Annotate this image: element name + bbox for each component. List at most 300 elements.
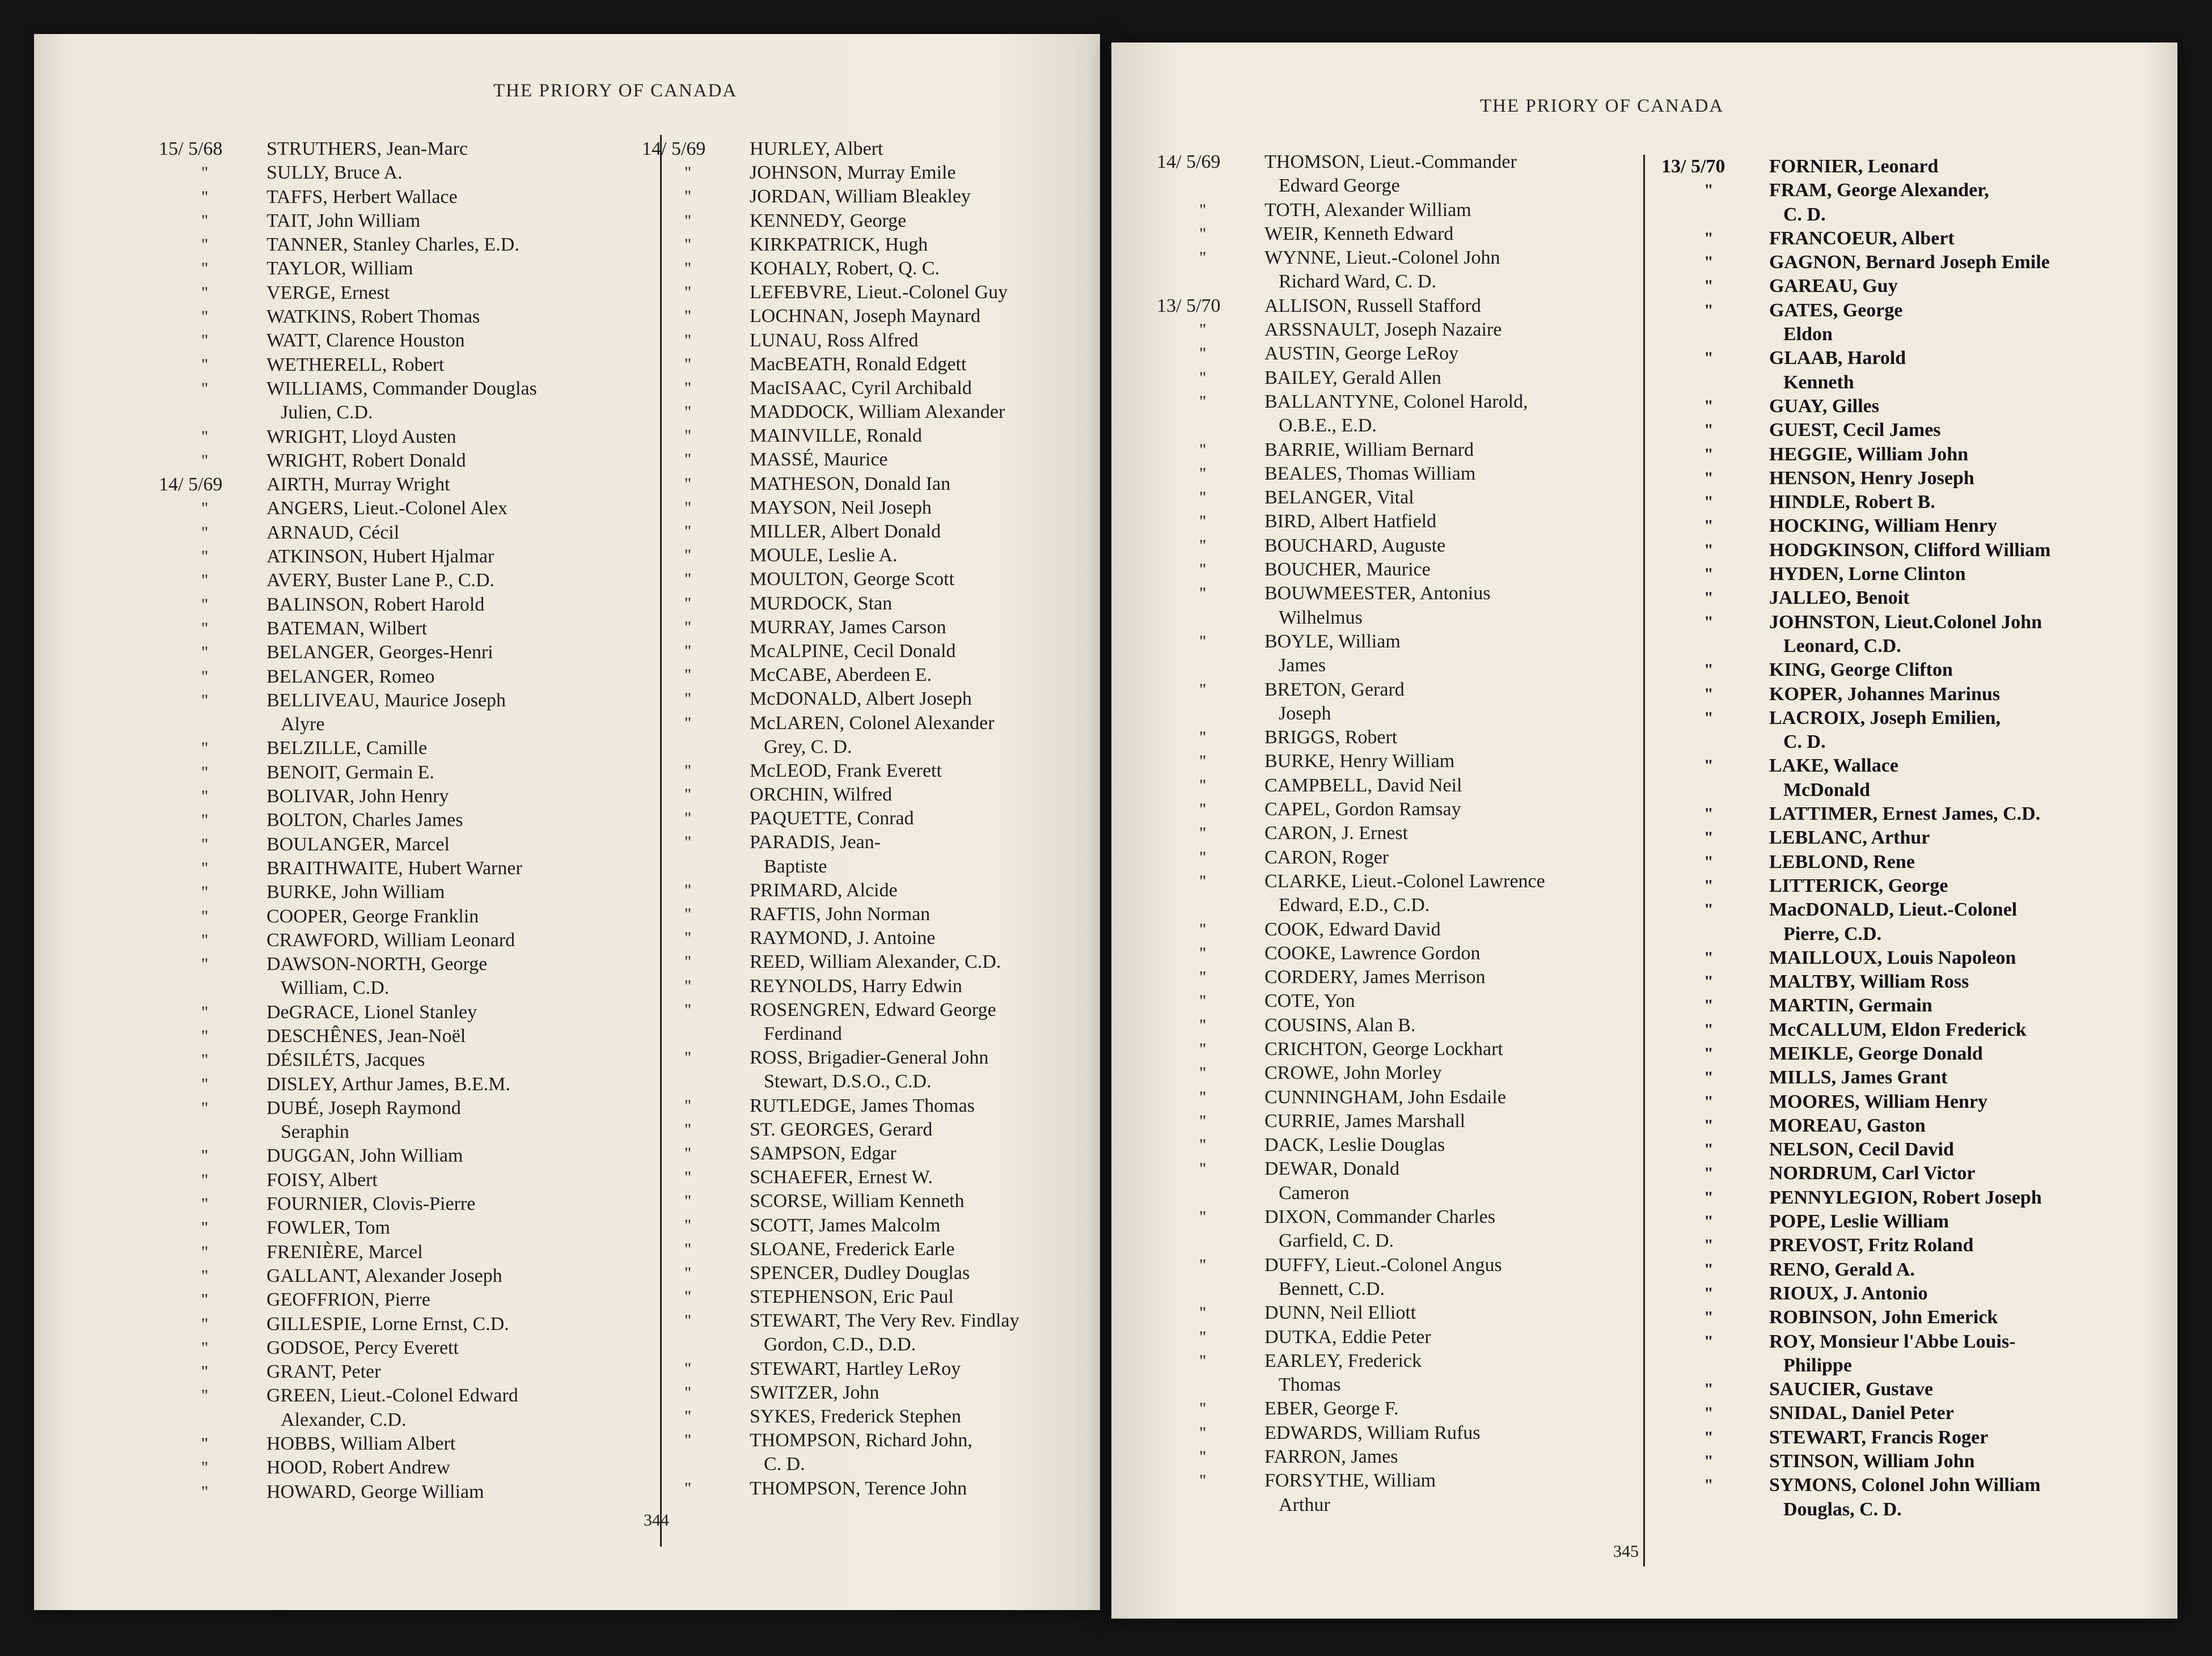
list-item xyxy=(642,663,1141,687)
entry-date: " xyxy=(201,211,209,230)
list-item xyxy=(1661,418,2160,442)
entry-date: " xyxy=(201,835,209,854)
entry-name: FOISY, Albert xyxy=(267,1169,378,1191)
list-item xyxy=(1157,582,1656,630)
list-item xyxy=(159,665,658,689)
entry-date: " xyxy=(201,1386,209,1405)
entry-date: " xyxy=(201,163,209,183)
entry-date: " xyxy=(684,1048,692,1068)
list-item xyxy=(1157,486,1656,510)
list-item xyxy=(1661,898,2160,946)
list-item xyxy=(159,497,658,520)
entry-date: " xyxy=(1199,1159,1207,1179)
entry-name: SCORSE, William Kenneth xyxy=(750,1191,965,1212)
entry-date: " xyxy=(1199,632,1207,651)
entry-name: CROWE, John Morley xyxy=(1264,1062,1442,1084)
list-item xyxy=(159,1096,658,1145)
entry-name: ATKINSON, Hubert Hjalmar xyxy=(267,546,494,567)
entry-name: PARADIS, Jean- xyxy=(750,832,881,853)
page-header: THE PRIORY OF CANADA xyxy=(1480,96,1724,116)
entry-date: " xyxy=(684,1096,692,1115)
list-item xyxy=(159,1168,658,1192)
entry-name: McDONALD, Albert Joseph xyxy=(750,688,972,710)
list-item xyxy=(1157,918,1656,942)
list-item xyxy=(642,161,1141,185)
entry-date: " xyxy=(684,761,692,780)
entry-name: DUGGAN, John William xyxy=(267,1145,463,1167)
entry-name: BOLIVAR, John Henry xyxy=(267,786,449,807)
list-item xyxy=(1661,802,2160,826)
entry-name: MATHESON, Donald Ian xyxy=(750,473,951,494)
entry-name: JORDAN, William Bleakley xyxy=(750,186,971,207)
entry-name: RIOUX, J. Antonio xyxy=(1769,1282,1928,1304)
entry-name: KOPER, Johannes Marinus xyxy=(1769,683,2000,705)
entry-date: " xyxy=(1199,824,1207,843)
entry-name: KENNEDY, George xyxy=(750,210,907,231)
entry-date: " xyxy=(1199,920,1207,939)
entry-name-continuation: Stewart, D.S.O., C.D. xyxy=(764,1071,932,1092)
entry-name: DUBÉ, Joseph Raymond xyxy=(267,1097,461,1119)
entry-date: " xyxy=(1199,1136,1207,1155)
list-item xyxy=(1157,726,1656,749)
page-number: 345 xyxy=(1613,1542,1639,1561)
entry-name: THOMPSON, Richard John, xyxy=(750,1430,972,1451)
right-page xyxy=(1111,43,2177,1619)
entry-name: JOHNSON, Murray Emile xyxy=(750,162,956,184)
entry-date: " xyxy=(201,763,209,782)
list-item xyxy=(159,1360,658,1384)
entry-date: " xyxy=(1199,536,1207,555)
entry-name: DÉSILÉTS, Jacques xyxy=(267,1049,425,1071)
list-item xyxy=(159,1336,658,1360)
list-item xyxy=(159,617,658,641)
list-item xyxy=(159,281,658,305)
entry-name: GAGNON, Bernard Joseph Emile xyxy=(1769,252,2050,273)
entry-name: WATT, Clarence Houston xyxy=(267,330,465,351)
entry-name: LITTERICK, George xyxy=(1769,875,1948,896)
list-item xyxy=(1661,826,2160,850)
list-item xyxy=(1157,989,1656,1013)
entry-date: " xyxy=(684,378,692,397)
list-item xyxy=(1661,1090,2160,1114)
list-item xyxy=(1157,846,1656,870)
entry-name: SYKES, Frederick Stephen xyxy=(750,1406,962,1428)
list-item xyxy=(1661,227,2160,251)
entry-date: " xyxy=(1704,1116,1714,1135)
list-item xyxy=(1661,1473,2160,1522)
list-item xyxy=(159,1432,658,1456)
list-item xyxy=(1157,462,1656,486)
entry-date: 15/ 5/68 xyxy=(159,138,223,159)
entry-name: GREEN, Lieut.-Colonel Edward xyxy=(267,1385,518,1407)
entry-name: PAQUETTE, Conrad xyxy=(750,808,914,829)
list-item xyxy=(159,761,658,785)
entry-date: " xyxy=(1199,968,1207,987)
list-item xyxy=(159,473,658,497)
entry-name: BAILEY, Gerald Allen xyxy=(1264,367,1441,388)
entry-name: GATES, George xyxy=(1769,299,1903,321)
entry-name: HOBBS, William Albert xyxy=(267,1433,456,1455)
list-item xyxy=(159,689,658,737)
entry-name: GEOFFRION, Pierre xyxy=(267,1289,430,1311)
entry-date: " xyxy=(684,354,692,374)
entry-date: " xyxy=(1704,828,1714,848)
list-item xyxy=(159,1048,658,1072)
list-item xyxy=(642,879,1141,903)
list-item xyxy=(159,377,658,425)
entry-date: " xyxy=(1199,1327,1207,1346)
list-item xyxy=(1157,965,1656,989)
entry-date: " xyxy=(1704,349,1714,368)
entry-date: " xyxy=(1704,1428,1714,1447)
entry-date: 14/ 5/69 xyxy=(1157,151,1221,172)
list-item xyxy=(1661,346,2160,395)
list-item xyxy=(1661,1138,2160,1162)
entry-date: 13/ 5/70 xyxy=(1157,295,1221,316)
entry-date: " xyxy=(684,1215,692,1235)
list-item xyxy=(1157,630,1656,678)
entry-name: CLARKE, Lieut.-Colonel Lawrence xyxy=(1264,870,1545,892)
entry-name: ORCHIN, Wilfred xyxy=(750,784,893,806)
entry-name: ST. GEORGES, Gerard xyxy=(750,1119,933,1140)
list-item xyxy=(1157,749,1656,773)
entry-name: DEWAR, Donald xyxy=(1264,1158,1399,1180)
entry-date: " xyxy=(1704,1188,1714,1207)
entry-date: " xyxy=(684,498,692,517)
list-item xyxy=(159,857,658,880)
entry-name: COOPER, George Franklin xyxy=(267,905,479,927)
entry-date: " xyxy=(201,930,209,950)
list-item xyxy=(642,711,1141,759)
entry-name-continuation: Ferdinand xyxy=(764,1023,842,1044)
entry-name: ALLISON, Russell Stafford xyxy=(1264,295,1481,316)
entry-name: DeGRACE, Lionel Stanley xyxy=(267,1001,477,1023)
entry-date: " xyxy=(201,1482,209,1501)
list-item xyxy=(1661,1162,2160,1185)
entry-name: ROSENGREN, Edward George xyxy=(750,999,996,1020)
list-item xyxy=(1661,850,2160,874)
list-item xyxy=(642,1094,1141,1118)
list-item xyxy=(159,785,658,808)
entry-name: PREVOST, Fritz Roland xyxy=(1769,1235,1974,1256)
entry-name: MEIKLE, George Donald xyxy=(1769,1043,1983,1064)
list-item xyxy=(642,1261,1141,1285)
list-item xyxy=(1157,342,1656,366)
entry-date: " xyxy=(684,1287,692,1307)
entry-date: " xyxy=(684,570,692,589)
entry-name: STEPHENSON, Eric Paul xyxy=(750,1286,954,1308)
list-item xyxy=(1661,443,2160,467)
entry-date: " xyxy=(1704,1020,1714,1039)
list-item xyxy=(1661,874,2160,898)
entry-date: " xyxy=(201,1146,209,1166)
entry-date: " xyxy=(684,259,692,278)
entry-date: " xyxy=(1199,1087,1207,1107)
entry-name: WYNNE, Lieut.-Colonel John xyxy=(1264,247,1500,269)
list-item xyxy=(1157,318,1656,342)
entry-date: " xyxy=(1199,584,1207,603)
entry-name: JALLEO, Benoit xyxy=(1769,587,1910,609)
entry-date: " xyxy=(1704,948,1714,967)
entry-date: " xyxy=(684,1407,692,1426)
entry-name: MILLS, James Grant xyxy=(1769,1067,1948,1089)
entry-name: BELANGER, Vital xyxy=(1264,487,1414,509)
entry-name: CURRIE, James Marshall xyxy=(1264,1110,1466,1132)
list-item xyxy=(1157,1205,1656,1253)
entry-name: DUTKA, Eddie Peter xyxy=(1264,1326,1431,1348)
entry-name: CORDERY, James Merrison xyxy=(1264,967,1486,988)
list-item xyxy=(1661,706,2160,755)
list-item xyxy=(1661,490,2160,514)
entry-date: " xyxy=(201,1098,209,1117)
entry-date: " xyxy=(684,880,692,900)
list-item xyxy=(159,329,658,353)
entry-date: " xyxy=(1199,1471,1207,1490)
list-item xyxy=(159,137,658,161)
entry-name: RAYMOND, J. Antoine xyxy=(750,927,936,949)
list-item xyxy=(642,520,1141,544)
list-item xyxy=(642,209,1141,233)
entry-name-continuation: Alexander, C.D. xyxy=(281,1409,407,1430)
entry-name-continuation: Cameron xyxy=(1279,1182,1350,1204)
entry-name: REYNOLDS, Harry Edwin xyxy=(750,975,962,997)
entry-date: " xyxy=(684,1479,692,1498)
list-item xyxy=(642,687,1141,711)
list-item xyxy=(1157,942,1656,965)
entry-date: " xyxy=(1704,588,1714,608)
entry-name: SWITZER, John xyxy=(750,1382,879,1403)
entry-date: 14/ 5/69 xyxy=(159,474,223,495)
entry-name: BATEMAN, Wilbert xyxy=(267,617,428,639)
list-item xyxy=(642,544,1141,567)
entry-name-continuation: Philippe xyxy=(1783,1354,1852,1376)
entry-date: " xyxy=(684,929,692,948)
entry-name: MADDOCK, William Alexander xyxy=(750,401,1005,423)
list-item xyxy=(642,831,1141,878)
entry-name: McCABE, Aberdeen E. xyxy=(750,664,932,686)
entry-date: " xyxy=(201,283,209,302)
entry-date: " xyxy=(1199,1039,1207,1058)
entry-date: " xyxy=(1704,972,1714,992)
entry-name: CAMPBELL, David Neil xyxy=(1264,774,1462,796)
entry-name: HEGGIE, William John xyxy=(1769,443,1969,465)
entry-date: " xyxy=(1704,1404,1714,1423)
entry-name-continuation: Garfield, C. D. xyxy=(1279,1230,1394,1252)
entry-date: " xyxy=(1704,468,1714,488)
entry-date: " xyxy=(684,952,692,972)
list-item xyxy=(1661,539,2160,562)
list-item xyxy=(1157,1014,1656,1037)
entry-date: " xyxy=(684,641,692,660)
entry-date: " xyxy=(684,546,692,565)
entry-name: BELANGER, Romeo xyxy=(267,666,435,687)
list-item xyxy=(159,905,658,929)
entry-date: " xyxy=(201,427,209,446)
list-item xyxy=(1661,1018,2160,1042)
entry-date: " xyxy=(201,1170,209,1189)
list-item xyxy=(1661,467,2160,490)
entry-name: GAREAU, Guy xyxy=(1769,276,1898,297)
list-item xyxy=(642,1429,1141,1476)
entry-name-continuation: Bennett, C.D. xyxy=(1279,1278,1385,1299)
entry-name: MacDONALD, Lieut.-Colonel xyxy=(1769,899,2018,921)
list-item xyxy=(1661,1426,2160,1450)
entry-date: " xyxy=(684,1168,692,1187)
list-item xyxy=(642,783,1141,807)
entry-name: MAINVILLE, Ronald xyxy=(750,425,923,447)
list-item xyxy=(1661,514,2160,538)
list-item xyxy=(1157,774,1656,798)
list-item xyxy=(159,641,658,664)
list-item xyxy=(159,569,658,592)
list-item xyxy=(159,1264,658,1288)
entry-name-continuation: Edward, E.D., C.D. xyxy=(1279,895,1430,916)
entry-date: " xyxy=(684,331,692,350)
entry-name: GUAY, Gilles xyxy=(1769,395,1879,417)
entry-date: " xyxy=(684,666,692,685)
entry-date: " xyxy=(201,907,209,926)
entry-name: GODSOE, Percy Everett xyxy=(267,1337,459,1358)
entry-name-continuation: Kenneth xyxy=(1783,371,1854,393)
list-item xyxy=(1661,274,2160,298)
entry-date: " xyxy=(201,1195,209,1214)
entry-date: " xyxy=(684,474,692,493)
list-item xyxy=(1661,1401,2160,1425)
entry-name: SAUCIER, Gustave xyxy=(1769,1379,1934,1400)
entry-name-continuation: Eldon xyxy=(1783,324,1833,345)
entry-date: " xyxy=(1704,1092,1714,1111)
list-item xyxy=(159,449,658,473)
entry-date: " xyxy=(684,1192,692,1211)
entry-name: MILLER, Albert Donald xyxy=(750,521,941,542)
entry-date: " xyxy=(684,1359,692,1378)
list-item xyxy=(159,425,658,449)
entry-name-continuation: Alyre xyxy=(281,714,325,735)
list-item xyxy=(1661,1114,2160,1138)
list-item xyxy=(159,353,658,377)
entry-date: " xyxy=(684,905,692,924)
entry-name: MALTBY, William Ross xyxy=(1769,971,1969,993)
entry-date: " xyxy=(684,689,692,709)
list-item xyxy=(159,1001,658,1024)
list-item xyxy=(642,807,1141,831)
entry-name: BELLIVEAU, Maurice Joseph xyxy=(267,689,506,711)
list-item xyxy=(159,1024,658,1048)
entry-date: " xyxy=(1704,1380,1714,1399)
entry-name: COOK, Edward David xyxy=(1264,918,1441,940)
list-item xyxy=(159,1456,658,1480)
list-item xyxy=(1157,821,1656,845)
entry-date: " xyxy=(201,1434,209,1454)
list-item xyxy=(642,376,1141,400)
entry-name: COUSINS, Alan B. xyxy=(1264,1014,1416,1036)
column-left-1 xyxy=(159,137,658,1504)
entry-date: " xyxy=(1704,708,1714,727)
entry-name: SYMONS, Colonel John William xyxy=(1769,1475,2041,1496)
entry-name: BRETON, Gerard xyxy=(1264,679,1405,700)
entry-name: MASSÉ, Maurice xyxy=(750,449,888,471)
entry-date: " xyxy=(201,1338,209,1357)
list-item xyxy=(642,1285,1141,1309)
entry-name: FRENIÈRE, Marcel xyxy=(267,1241,423,1263)
entry-date: " xyxy=(1704,1140,1714,1159)
entry-name: FOWLER, Tom xyxy=(267,1217,390,1239)
list-item xyxy=(1661,299,2160,347)
entry-date: " xyxy=(1704,300,1714,320)
list-item xyxy=(159,952,658,1001)
list-item xyxy=(1661,970,2160,994)
entry-date: " xyxy=(201,787,209,806)
list-item xyxy=(159,545,658,569)
list-item xyxy=(1157,246,1656,294)
list-item xyxy=(642,975,1141,998)
entry-name: TAFFS, Herbert Wallace xyxy=(267,186,458,207)
list-item xyxy=(642,567,1141,591)
list-item xyxy=(159,521,658,545)
entry-date: " xyxy=(1704,804,1714,824)
list-item xyxy=(159,1240,658,1264)
entry-date: " xyxy=(1199,1111,1207,1130)
entry-date: " xyxy=(684,809,692,828)
entry-date: " xyxy=(1199,1064,1207,1083)
list-item xyxy=(159,833,658,857)
list-item xyxy=(1157,1037,1656,1061)
entry-name: MAYSON, Neil Joseph xyxy=(750,497,932,518)
entry-date: " xyxy=(1199,1255,1207,1274)
entry-name: BRAITHWAITE, Hubert Warner xyxy=(267,857,522,879)
entry-name: SPENCER, Dudley Douglas xyxy=(750,1262,970,1284)
entry-name-continuation: Julien, C.D. xyxy=(281,402,373,423)
entry-name: BURKE, John William xyxy=(267,882,445,903)
list-item xyxy=(1157,1086,1656,1109)
list-item xyxy=(642,1477,1141,1501)
entry-name: HYDEN, Lorne Clinton xyxy=(1769,564,1966,585)
entry-name: McLAREN, Colonel Alexander xyxy=(750,712,995,734)
list-item xyxy=(1157,558,1656,582)
list-item xyxy=(642,137,1141,161)
entry-date: " xyxy=(1704,540,1714,560)
list-item xyxy=(642,304,1141,328)
list-item xyxy=(1661,1186,2160,1210)
list-item xyxy=(642,233,1141,257)
list-item xyxy=(642,329,1141,353)
list-item xyxy=(1661,683,2160,706)
entry-date: " xyxy=(201,1218,209,1238)
entry-name: RUTLEDGE, James Thomas xyxy=(750,1095,975,1116)
entry-date: " xyxy=(1704,1044,1714,1063)
entry-name: DACK, Leslie Douglas xyxy=(1264,1134,1445,1156)
list-item xyxy=(159,209,658,233)
list-item xyxy=(159,880,658,904)
entry-name-continuation: Grey, C. D. xyxy=(764,736,852,757)
entry-name: BOLTON, Charles James xyxy=(267,810,463,831)
entry-name: ROSS, Brigadier-General John xyxy=(750,1047,989,1069)
entry-name: BOUWMEESTER, Antonius xyxy=(1264,583,1491,604)
entry-name: MAILLOUX, Louis Napoleon xyxy=(1769,947,2016,968)
entry-name: ARSSNAULT, Joseph Nazaire xyxy=(1264,319,1502,341)
list-item xyxy=(1661,586,2160,610)
entry-name: LAKE, Wallace xyxy=(1769,755,1898,777)
entry-name: BELZILLE, Camille xyxy=(267,738,428,759)
entry-date: " xyxy=(201,739,209,758)
entry-name: DIXON, Commander Charles xyxy=(1264,1206,1495,1228)
list-item xyxy=(1157,390,1656,438)
entry-date: " xyxy=(684,211,692,230)
entry-date: " xyxy=(684,1263,692,1282)
entry-date: " xyxy=(1704,756,1714,776)
entry-name-continuation: William, C.D. xyxy=(281,977,390,999)
list-item xyxy=(642,400,1141,424)
